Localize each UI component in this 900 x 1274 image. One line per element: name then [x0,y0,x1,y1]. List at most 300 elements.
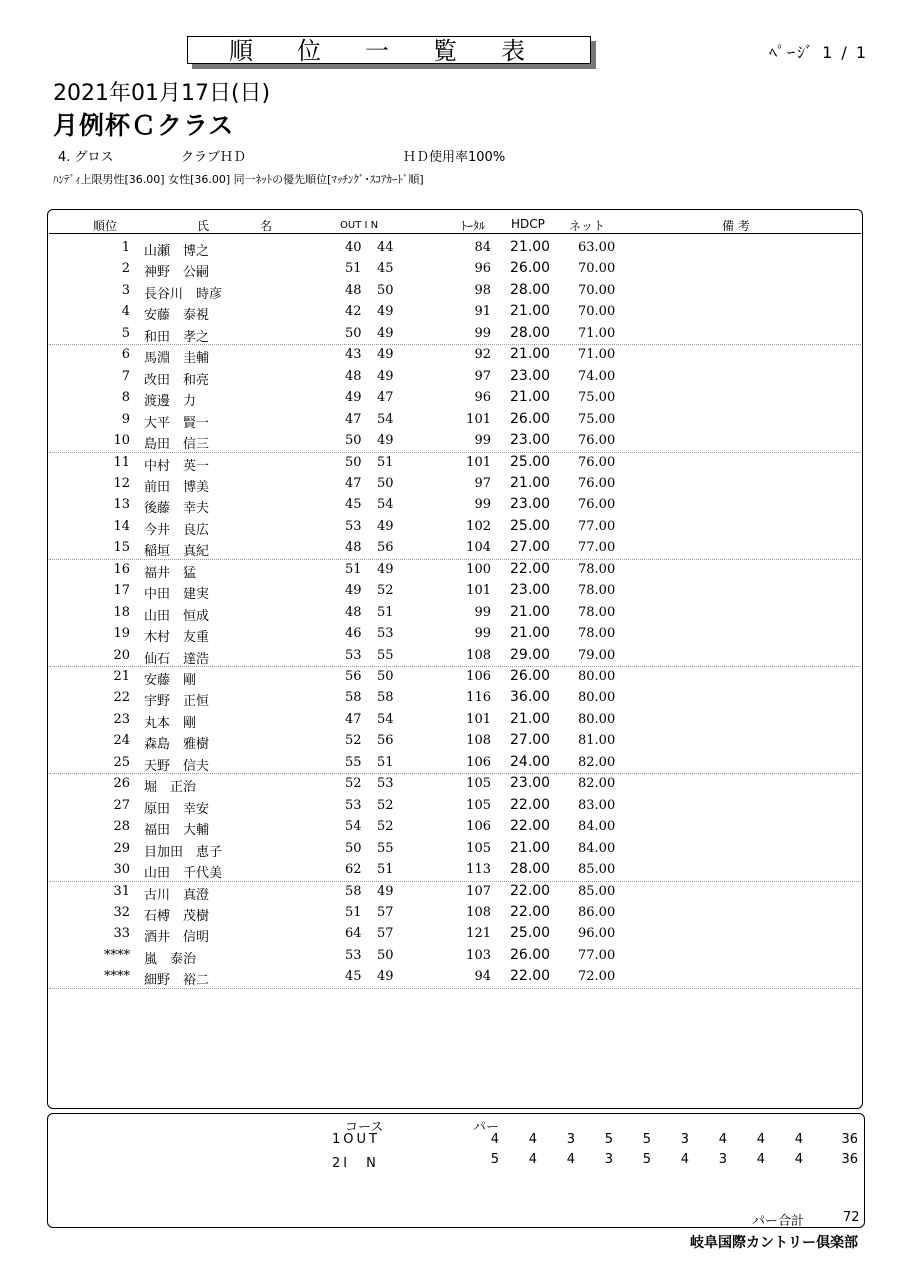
table-row [47,409,863,430]
col-rank: 順位 [93,219,118,233]
cell-in: 54 [377,411,394,427]
cell-out: 47 [345,475,362,491]
hole-par: 3 [566,1132,575,1147]
col-net: ネット [569,219,606,233]
col-notes: 備 考 [722,219,750,233]
cell-name: 和田 孝之 [144,329,210,345]
cell-rank: 2 [121,261,130,277]
cell-total: 108 [466,733,491,749]
cell-name: 目加田 恵子 [144,844,223,860]
cell-total: 91 [474,304,491,320]
cell-in: 51 [377,862,394,878]
cell-rank: 17 [113,583,130,599]
table-row [47,923,863,944]
cell-in: 44 [377,240,394,255]
cell-out: 40 [345,240,362,255]
cell-in: 49 [377,347,394,363]
table-row [47,687,863,708]
cell-name: 長谷川 時彦 [144,286,223,302]
cell-hdcp: 21.00 [510,603,551,620]
course-box [47,1113,865,1228]
cell-out: 58 [345,690,362,706]
cell-rank: 9 [121,411,130,427]
cell-name: 安藤 泰視 [144,308,210,324]
cell-out: 53 [345,518,362,534]
cell-net: 80.00 [578,711,616,727]
cell-hdcp: 21.00 [510,474,551,491]
table-row [47,258,863,279]
cell-hdcp: 21.00 [510,346,551,363]
cell-net: 70.00 [578,282,616,298]
cell-total: 99 [474,433,491,449]
par-total-value: 72 [843,1210,860,1225]
cell-total: 102 [466,518,491,534]
cell-total: 107 [466,883,491,899]
cell-net: 76.00 [578,433,616,449]
col-name-2: 名 [260,219,273,233]
cell-net: 77.00 [578,947,616,963]
cell-net: 76.00 [578,497,616,513]
course-label: コース [345,1120,384,1135]
cell-rank: 30 [113,862,130,878]
course-line-total: 36 [841,1132,858,1147]
hole-par: 4 [680,1152,689,1167]
cell-net: 81.00 [578,733,616,749]
cell-rank: 3 [121,282,130,298]
table-row [47,752,863,773]
hole-par: 4 [490,1132,499,1147]
cell-name: 中村 英一 [144,458,210,474]
cell-rank: 26 [113,776,130,792]
cell-in: 45 [377,261,394,277]
table-row [47,366,863,387]
cell-total: 116 [466,690,491,706]
table-row [47,323,863,344]
cell-hdcp: 21.00 [510,839,551,856]
table-row [47,966,863,987]
cell-rank: 4 [121,304,130,320]
cell-in: 47 [377,390,394,406]
cell-rank: 21 [113,669,130,684]
cell-rank: 27 [113,797,130,813]
cell-net: 85.00 [578,862,616,878]
cell-total: 99 [474,325,491,341]
cell-rank: 18 [113,604,130,620]
cell-in: 51 [377,454,394,470]
cell-hdcp: 36.00 [510,689,551,706]
cell-out: 62 [345,862,362,878]
cell-name: 改田 和亮 [144,372,210,388]
cell-name: 後藤 幸夫 [144,501,210,517]
cell-total: 92 [474,347,491,363]
cell-rank: 5 [121,325,130,341]
cell-hdcp: 28.00 [510,281,551,298]
cell-net: 75.00 [578,411,616,427]
cell-net: 86.00 [578,904,616,920]
cell-net: 78.00 [578,604,616,620]
cell-out: 64 [345,926,362,942]
hole-par: 4 [566,1152,575,1167]
table-row [47,623,863,644]
cell-total: 113 [466,862,491,878]
cell-total: 101 [466,711,491,727]
cell-total: 94 [474,969,491,985]
cell-hdcp: 23.00 [510,775,551,792]
table-row [47,602,863,623]
cell-out: 43 [345,347,362,363]
hole-par: 4 [528,1132,537,1147]
table-row [47,666,863,687]
cell-net: 96.00 [578,926,616,942]
cell-out: 50 [345,325,362,341]
handicap-rate: ＨＤ使用率100% [403,150,506,165]
cell-total: 101 [466,454,491,470]
hole-par: 4 [794,1152,803,1167]
table-row [47,537,863,558]
handicap-type: クラブＨＤ [181,150,247,165]
cell-in: 50 [377,669,394,684]
cell-name: 石榑 茂樹 [144,908,210,924]
cell-hdcp: 21.00 [510,710,551,727]
cell-net: 71.00 [578,347,616,363]
table-row [47,430,863,451]
cell-hdcp: 23.00 [510,367,551,384]
cell-net: 76.00 [578,454,616,470]
cell-total: 100 [466,561,491,577]
cell-name: 森島 雅樹 [144,737,210,753]
cell-out: 48 [345,282,362,298]
cell-hdcp: 23.00 [510,582,551,599]
cell-rank: 22 [113,690,130,706]
cell-name: 堀 正治 [144,780,197,796]
cell-out: 52 [345,776,362,792]
cell-out: 42 [345,304,362,320]
cell-total: 96 [474,261,491,277]
table-row [47,859,863,880]
cell-name: 宇野 正恒 [144,694,210,710]
table-row [47,580,863,601]
cell-net: 70.00 [578,304,616,320]
cell-name: 中田 建実 [144,587,210,603]
cell-name: 酒井 信明 [144,930,210,946]
cell-hdcp: 28.00 [510,861,551,878]
cell-rank: 14 [113,518,130,534]
table-row [47,280,863,301]
cell-hdcp: 27.00 [510,539,551,556]
cell-total: 108 [466,647,491,663]
cell-net: 77.00 [578,518,616,534]
table-row [47,773,863,794]
table-row [47,816,863,837]
cell-in: 50 [377,475,394,491]
cell-out: 47 [345,711,362,727]
cell-name: 安藤 剛 [144,673,197,688]
cell-in: 51 [377,604,394,620]
cell-rank: 16 [113,561,130,577]
cell-name: 大平 賢一 [144,415,210,431]
cell-hdcp: 29.00 [510,646,551,663]
cell-name: 木村 友重 [144,630,210,646]
cell-name: 山田 千代美 [144,866,223,882]
cell-net: 71.00 [578,325,616,341]
cell-out: 47 [345,411,362,427]
cell-rank: 25 [113,754,130,770]
cell-net: 77.00 [578,540,616,556]
cell-hdcp: 26.00 [510,668,551,684]
cell-in: 51 [377,754,394,770]
table-row [47,838,863,859]
cell-name: 山田 恒成 [144,608,210,624]
cell-name: 渡邊 力 [144,394,197,410]
cell-out: 50 [345,454,362,470]
cell-out: 46 [345,626,362,642]
cell-hdcp: 25.00 [510,517,551,534]
cell-total: 108 [466,904,491,920]
cell-hdcp: 26.00 [510,260,551,277]
cell-name: 山瀬 博之 [144,244,210,259]
cell-in: 58 [377,690,394,706]
cell-hdcp: 22.00 [510,882,551,899]
cell-rank: **** [104,969,130,985]
cell-hdcp: 25.00 [510,925,551,942]
cell-name: 天野 信夫 [144,758,210,774]
cell-out: 56 [345,669,362,684]
cell-out: 48 [345,368,362,384]
cell-rank: 29 [113,840,130,856]
table-row [47,945,863,966]
cell-net: 75.00 [578,390,616,406]
cell-rank: 1 [121,240,130,255]
table-row [47,494,863,515]
cell-net: 84.00 [578,819,616,835]
cell-rank: 28 [113,819,130,835]
cell-name: 今井 良広 [144,522,210,538]
cell-out: 52 [345,733,362,749]
cell-out: 58 [345,883,362,899]
cell-in: 55 [377,647,394,663]
cell-total: 101 [466,583,491,599]
cell-out: 51 [345,904,362,920]
cell-name: 細野 裕二 [144,973,210,989]
cell-in: 49 [377,561,394,577]
cell-net: 78.00 [578,626,616,642]
cell-rank: 32 [113,904,130,920]
cell-rank: 10 [113,433,130,449]
cell-name: 稲垣 真紀 [144,544,210,560]
cell-in: 50 [377,282,394,298]
table-row [47,709,863,730]
cell-total: 105 [466,776,491,792]
table-row [47,387,863,408]
cell-total: 98 [474,282,491,298]
cell-rank: 20 [113,647,130,663]
header-divider [49,233,861,234]
page-number: ﾍﾟｰｼﾞ 1 / 1 [768,43,868,62]
hole-par: 4 [794,1132,803,1147]
cell-total: 101 [466,411,491,427]
cell-net: 76.00 [578,475,616,491]
cell-rank: 15 [113,540,130,556]
cell-hdcp: 22.00 [510,903,551,920]
cell-name: 福田 大輔 [144,823,210,839]
cell-in: 49 [377,883,394,899]
cell-total: 104 [466,540,491,556]
hole-par: 4 [718,1132,727,1147]
cell-hdcp: 25.00 [510,453,551,470]
table-row [47,516,863,537]
cell-out: 53 [345,647,362,663]
cell-out: 54 [345,819,362,835]
hole-par: 5 [604,1132,613,1147]
cell-name: 前田 博美 [144,479,210,495]
cell-in: 54 [377,497,394,513]
cell-out: 49 [345,390,362,406]
cell-in: 52 [377,583,394,599]
ranking-mode: 4. グロス [58,150,114,165]
table-row [47,237,863,258]
hole-par: 4 [756,1152,765,1167]
hole-par: 4 [756,1132,765,1147]
cell-net: 74.00 [578,368,616,384]
cell-hdcp: 23.00 [510,496,551,513]
cell-rank: 31 [113,883,130,899]
cell-net: 82.00 [578,776,616,792]
cell-in: 52 [377,819,394,835]
cell-hdcp: 26.00 [510,946,551,963]
event-name: 月例杯Ｃクラス [53,111,235,140]
event-date: 2021年01月17日(日) [53,81,271,106]
cell-net: 85.00 [578,883,616,899]
cell-hdcp: 21.00 [510,625,551,642]
cell-total: 97 [474,475,491,491]
cell-total: 96 [474,390,491,406]
cell-total: 106 [466,669,491,684]
par-total-label: パー合計 [752,1214,805,1229]
cell-hdcp: 28.00 [510,324,551,341]
table-row [47,645,863,666]
course-line-total: 36 [841,1152,858,1167]
cell-rank: 33 [113,926,130,942]
cell-rank: 6 [121,347,130,363]
hole-par: 4 [528,1152,537,1167]
col-hdcp: HDCP [511,217,545,231]
hole-par: 5 [642,1152,651,1167]
course-line-name: 2I N [332,1156,379,1171]
cell-out: 51 [345,561,362,577]
cell-out: 51 [345,261,362,277]
col-out-in: OUT I N [340,220,379,231]
cell-in: 57 [377,926,394,942]
cell-name: 福井 猛 [144,565,197,581]
col-name-1: 氏 [197,219,210,233]
cell-name: 神野 公嗣 [144,265,210,281]
cell-rank: 8 [121,390,130,406]
cell-name: 嵐 泰治 [144,951,197,967]
cell-name: 仙石 達浩 [144,651,210,667]
hole-par: 5 [642,1132,651,1147]
cell-rank: 7 [121,368,130,384]
cell-name: 島田 信三 [144,437,210,453]
cell-net: 80.00 [578,690,616,706]
cell-rank: 13 [113,497,130,513]
cell-hdcp: 21.00 [510,389,551,406]
cell-total: 106 [466,819,491,835]
club-name: 岐阜国際カントリー倶楽部 [690,1235,858,1251]
cell-in: 56 [377,733,394,749]
cell-net: 80.00 [578,669,616,684]
cell-name: 原田 幸安 [144,801,210,817]
cell-out: 50 [345,840,362,856]
table-row [47,902,863,923]
course-line-name: 1OUT [332,1132,380,1147]
table-row [47,452,863,473]
cell-total: 97 [474,368,491,384]
hole-par: 3 [680,1132,689,1147]
cell-net: 84.00 [578,840,616,856]
cell-rank: 19 [113,626,130,642]
cell-hdcp: 21.00 [510,239,551,255]
cell-in: 53 [377,626,394,642]
cell-total: 105 [466,797,491,813]
hole-par: 3 [718,1152,727,1167]
cell-out: 55 [345,754,362,770]
row-group-separator [49,988,861,989]
cell-hdcp: 23.00 [510,432,551,449]
cell-net: 79.00 [578,647,616,663]
cell-net: 70.00 [578,261,616,277]
cell-total: 121 [466,926,491,942]
table-row [47,730,863,751]
cell-total: 106 [466,754,491,770]
rule-line: ﾊﾝﾃﾞｨ上限男性[36.00] 女性[36.00] 同一ﾈｯﾄの優先順位[ﾏｯﾁﾝｸﾞ･ｽｺｱｶｰﾄﾞ順] [53,173,424,186]
cell-total: 105 [466,840,491,856]
cell-net: 82.00 [578,754,616,770]
cell-net: 72.00 [578,969,616,985]
cell-in: 49 [377,433,394,449]
cell-in: 53 [377,776,394,792]
cell-out: 45 [345,969,362,985]
cell-rank: 12 [113,475,130,491]
cell-in: 49 [377,368,394,384]
cell-hdcp: 22.00 [510,560,551,577]
cell-out: 45 [345,497,362,513]
cell-out: 48 [345,540,362,556]
cell-out: 50 [345,433,362,449]
cell-hdcp: 27.00 [510,732,551,749]
table-row [47,344,863,365]
cell-name: 古川 真澄 [144,887,210,903]
table-row [47,881,863,902]
cell-net: 63.00 [578,240,616,255]
cell-in: 50 [377,947,394,963]
cell-in: 49 [377,304,394,320]
cell-rank: 11 [113,454,130,470]
cell-total: 84 [474,240,491,255]
cell-hdcp: 21.00 [510,303,551,320]
cell-net: 83.00 [578,797,616,813]
table-row [47,795,863,816]
cell-out: 48 [345,604,362,620]
cell-net: 78.00 [578,561,616,577]
cell-out: 49 [345,583,362,599]
page-title: 順位一覧表 [187,36,591,64]
cell-in: 56 [377,540,394,556]
cell-hdcp: 24.00 [510,753,551,770]
cell-total: 99 [474,604,491,620]
cell-out: 53 [345,797,362,813]
col-total: ﾄｰﾀﾙ [461,219,486,233]
cell-rank: 23 [113,711,130,727]
